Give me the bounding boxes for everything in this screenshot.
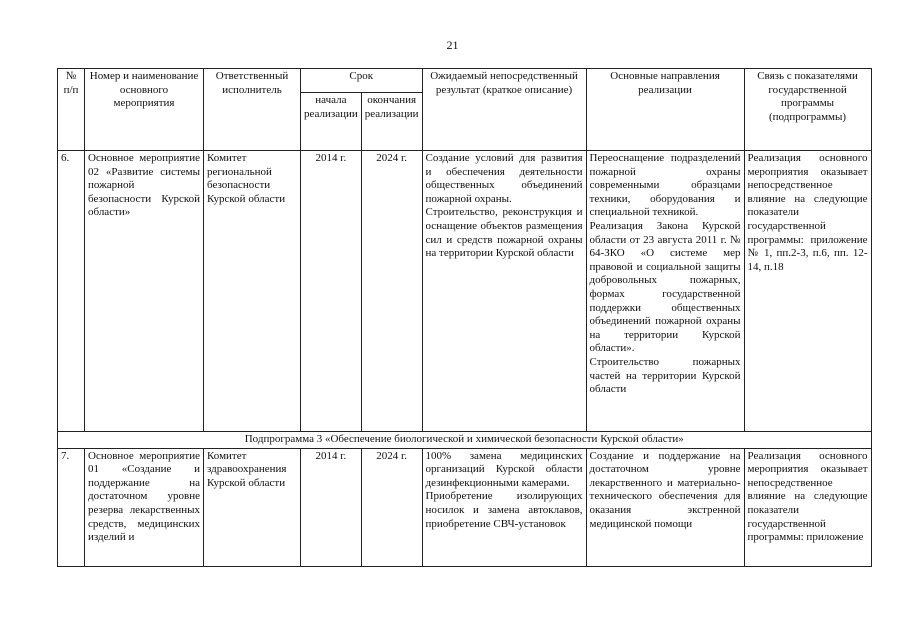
table-header-row: [58, 69, 872, 93]
measures-table: [57, 68, 872, 567]
header-result: Ожидаемый непосредственный результат (краткое описание): [422, 69, 586, 151]
row7-result: [422, 448, 586, 566]
row7-result-p1: 100% замена медицинских организаций Курской области дезинфекционными камерами.: [425, 449, 583, 489]
table-row-7: [58, 448, 872, 566]
page-number: 21: [446, 38, 459, 52]
row6-end: 2024 г.: [361, 151, 422, 432]
header-term: Срок: [301, 69, 423, 93]
row6-name: Основное мероприятие 02 «Развитие системы пожарной безопасности Курской области»: [85, 151, 204, 432]
header-num: № п/п: [58, 69, 85, 151]
row6-link: Реализация основного мероприятия оказывает непосредственное влияние на следующие показатели государственной программы: приложение № 1, пп.2-3, п.6, пп. 12-14, п.18: [744, 151, 871, 432]
row7-end: 2024 г.: [361, 448, 422, 566]
header-end: окончания реализации: [361, 93, 422, 151]
header-responsible: Ответственный исполнитель: [204, 69, 301, 151]
row7-num: 7.: [58, 448, 85, 566]
row7-link: Реализация основного мероприятия оказывает непосредственное влияние на следующие показатели государственной программы: приложение: [744, 448, 871, 566]
subprogram-title: Подпрограмма 3 «Обеспечение биологической и химической безопасности Курской области»: [58, 432, 872, 449]
row7-directions: Создание и поддержание на достаточном уровне лекарственного и материально-технического обеспечения для оказания экстренной медицинской помощи: [586, 448, 744, 566]
header-start: начала реализации: [301, 93, 362, 151]
header-name: Номер и наименование основного мероприятия: [85, 69, 204, 151]
row6-result: [422, 151, 586, 432]
row6-num: 6.: [58, 151, 85, 432]
row6-directions-p2: Реализация Закона Курской области от 23 августа 2011 г. № 64-ЗКО «О системе мер правовой и социальной защиты добровольных пожарных, формах государственной поддержки общественных объединений пожарной охраны на территории Курской области».: [589, 219, 741, 355]
row7-responsible: Комитет здравоохранения Курской области: [204, 448, 301, 566]
row6-directions-p1: Переоснащение подразделений пожарной охраны современными образцами техники, оборудования и специальной техникой.: [589, 152, 741, 219]
row6-directions-p3: Строительство пожарных частей на территории Курской области: [589, 355, 741, 396]
row7-name: Основное мероприятие 01 «Создание и поддержание на достаточном уровне резерва лекарственных средств, медицинских изделий и: [85, 448, 204, 566]
row6-result-p1: Создание условий для развития и обеспечения деятельности общественных объединений пожарной охраны.: [425, 152, 583, 205]
row7-result-p2: Приобретение изолирующих носилок и замена автоклавов, приобретение СВЧ-установок: [425, 490, 583, 530]
row6-start: 2014 г.: [301, 151, 362, 432]
subprogram-row: [58, 432, 872, 449]
header-link: Связь с показателями государственной программы (подпрограммы): [744, 69, 871, 151]
row6-directions: [586, 151, 744, 432]
header-directions: Основные направления реализации: [586, 69, 744, 151]
row6-result-p2: Строительство, реконструкция и оснащение объектов размещения сил и средств пожарной охраны на территории Курской области: [425, 206, 583, 260]
table-row-6: [58, 151, 872, 432]
row6-responsible: Комитет региональной безопасности Курской области: [204, 151, 301, 432]
row7-start: 2014 г.: [301, 448, 362, 566]
